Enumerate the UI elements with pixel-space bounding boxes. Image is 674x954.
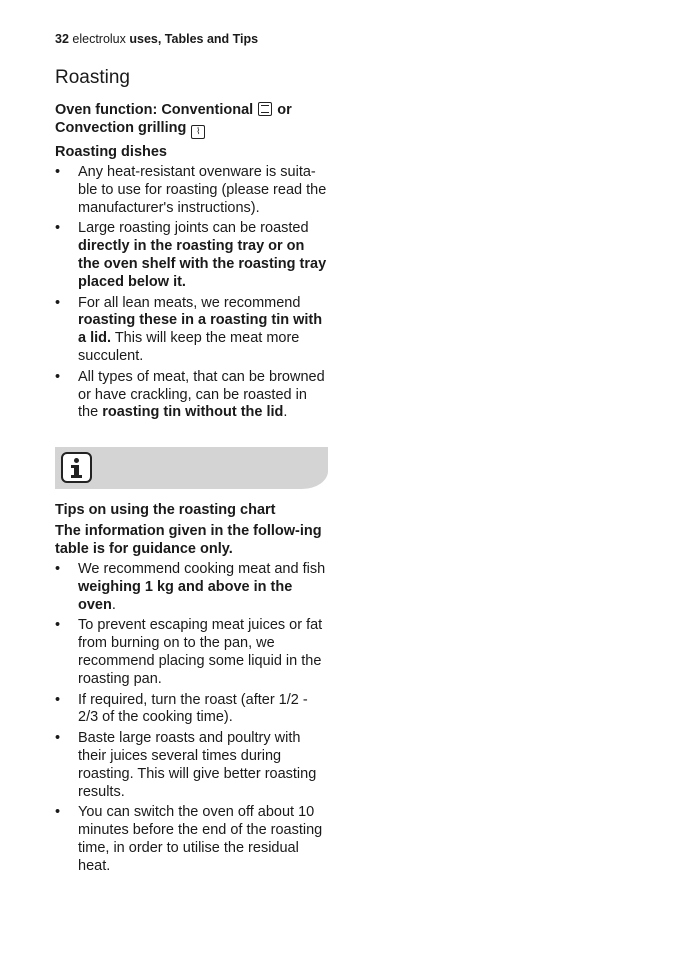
page-number: 32	[55, 32, 69, 46]
roasting-dishes-heading: Roasting dishes	[55, 144, 167, 160]
oven-function-label: Oven function: Conventional	[55, 102, 254, 118]
info-icon	[61, 452, 92, 483]
info-box	[55, 447, 328, 489]
list-item: • Any heat-resistant ovenware is suita-ble to use for roasting (please read the manufacturer's instructions).	[55, 164, 329, 217]
list-item: • We recommend cooking meat and fish weighing 1 kg and above in the oven.	[55, 561, 329, 614]
roasting-dishes-list	[55, 164, 329, 422]
conventional-heating-icon	[258, 102, 272, 116]
list-item: • If required, turn the roast (after 1/2 - 2/3 of the cooking time).	[55, 692, 329, 728]
list-item: • Large roasting joints can be roasted directly in the roasting tray or on the oven shelf with the roasting tray placed below it.	[55, 220, 329, 291]
list-item: • Baste large roasts and poultry with their juices several times during roasting. This will give better roasting results.	[55, 730, 329, 801]
list-item: • To prevent escaping meat juices or fat from burning on to the pan, we recommend placing some liquid in the roasting pan.	[55, 617, 329, 688]
tips-list	[55, 561, 329, 876]
tips-intro: The information given in the follow-ing table is for guidance only.	[55, 523, 322, 557]
roasting-dishes-section	[55, 143, 329, 425]
oven-function-or: or	[277, 102, 292, 118]
list-item: • You can switch the oven off about 10 minutes before the end of the roasting time, in order to utilise the residual heat.	[55, 804, 329, 875]
convection-grilling-icon: ⌇	[191, 125, 205, 139]
tips-section	[55, 501, 329, 879]
page-title: Roasting	[55, 67, 130, 88]
brand-name: electrolux	[72, 32, 126, 46]
list-item: • All types of meat, that can be browned or have crackling, can be roasted in the roasting tin without the lid.	[55, 369, 329, 422]
oven-function-grilling: Convection grilling	[55, 120, 187, 136]
tips-heading: Tips on using the roasting chart	[55, 502, 276, 518]
list-item: • For all lean meats, we recommend roasting these in a roasting tin with a lid. This will keep the meat more succulent.	[55, 295, 329, 366]
page-header	[55, 31, 258, 47]
oven-function	[55, 101, 335, 139]
section-title: uses, Tables and Tips	[129, 32, 259, 46]
